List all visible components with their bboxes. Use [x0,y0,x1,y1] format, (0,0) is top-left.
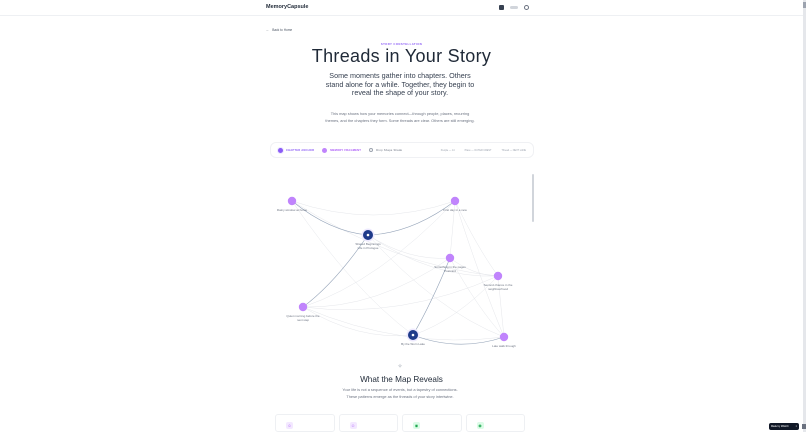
insight-card[interactable] [466,414,526,432]
memory-node[interactable] [492,333,516,348]
reveals-description: Your life is not a sequence of events, but a tapestry of connections. These patterns emerge as the threads of your story intertwine. [342,387,458,399]
pin-icon: ◉ [414,423,419,428]
legend-empty-label: Drop Shape Shade [376,148,403,152]
node-sublabel: next step [296,318,310,322]
legend-empty [369,148,402,152]
toggle-icon[interactable] [499,5,504,10]
thread-edge-faint [303,201,455,307]
back-label: Back to Home [272,28,293,32]
insight-cards [275,414,525,432]
legend-filters [441,149,526,152]
memory-circle [494,272,502,280]
node-label: Late walk through [492,344,516,348]
thread-edge-faint [303,307,413,336]
graph-legend [270,142,534,158]
memory-node[interactable] [286,303,320,322]
legend-moment-label: MEMORY FRAGMENT [330,148,362,152]
constellation-svg[interactable] [266,173,534,351]
thread-edge-faint [292,201,455,215]
node-label: Quiet morning before the [286,314,320,318]
edge-tab[interactable] [802,424,806,429]
memory-circle [500,333,508,341]
moment-dot-icon [322,148,327,153]
arrow-left-icon: ← [266,28,270,32]
thread-edge-faint [303,307,504,340]
memory-circle [446,254,454,262]
thread-edge [368,201,455,235]
page-title: Threads in Your Story [311,46,492,66]
back-to-home-link[interactable] [266,28,292,32]
node-label: Second chance in the [483,283,513,287]
node-label: First day in a new [443,208,467,212]
empty-dot-icon [369,148,373,152]
close-icon[interactable]: × [795,425,797,428]
memory-circle [288,197,296,205]
memory-node[interactable] [434,254,466,273]
insight-card[interactable] [275,414,335,432]
memory-node[interactable] [443,197,467,212]
legend-filter-thread[interactable]: Thread — NEXT LANE [501,148,526,152]
thread-edge-faint [303,276,498,310]
sparkle-icon: ✧ [397,364,403,370]
insight-card[interactable] [402,414,462,432]
page-description: This map shows how your memories connect—through people, places, recurring themes, and the chapters they form. Some threads are clear. Others are still emerging. [325,111,475,123]
made-by-badge[interactable] [769,423,799,430]
settings-icon[interactable] [524,5,529,10]
legend-anchor-label: CHAPTER ANCHOR [286,148,315,152]
menu-pill-icon[interactable] [510,6,518,9]
thread-edge-faint [455,201,504,337]
brand-logo[interactable]: MemoryCapsule [266,4,309,10]
page-subtitle: Some moments gather into chapters. Others stand alone for a while. Together, they begin to reveal the shape of your story. [325,71,475,98]
reveals-title: What the Map Reveals [360,375,443,384]
chapter-anchor-node[interactable] [401,329,425,347]
anchor-center [412,334,415,337]
people-icon: ☺ [287,423,292,428]
legend-moment [322,148,361,153]
thread-edge-faint [450,258,504,337]
node-label: Something in the pages [434,265,466,269]
anchor-center [367,234,370,237]
insight-card[interactable] [339,414,399,432]
top-icon-group [499,5,529,10]
badge-label: Made by MAGIC [771,425,789,428]
node-sublabel: Life in Prologue [357,246,379,250]
eyebrow-label: STORY CONSTELLATION [380,41,423,46]
node-label: Shared Beginnings [355,242,381,246]
pin-icon: ◉ [478,423,482,428]
thread-edge [413,335,504,344]
constellation-graph[interactable] [266,173,534,351]
thread-edge [292,201,368,235]
node-sublabel: neighbourhood [487,287,509,291]
legend-filter-place[interactable]: Place — OUTER CREST [464,148,492,152]
legend-anchor [278,148,314,153]
chapter-anchor-node[interactable] [355,229,381,251]
top-bar [0,0,803,16]
node-label: By the Worn Lake [401,342,425,346]
memory-circle [299,303,307,311]
node-sublabel: Postcard [444,269,456,273]
anchor-dot-icon [278,148,283,153]
node-label: Rainy window at home [276,208,308,212]
graph-scrollbar[interactable] [532,174,534,222]
legend-filter-people[interactable]: People — 14 [440,148,455,152]
memory-circle [451,197,459,205]
memory-node[interactable] [484,272,513,291]
people-icon: ☺ [350,423,356,428]
